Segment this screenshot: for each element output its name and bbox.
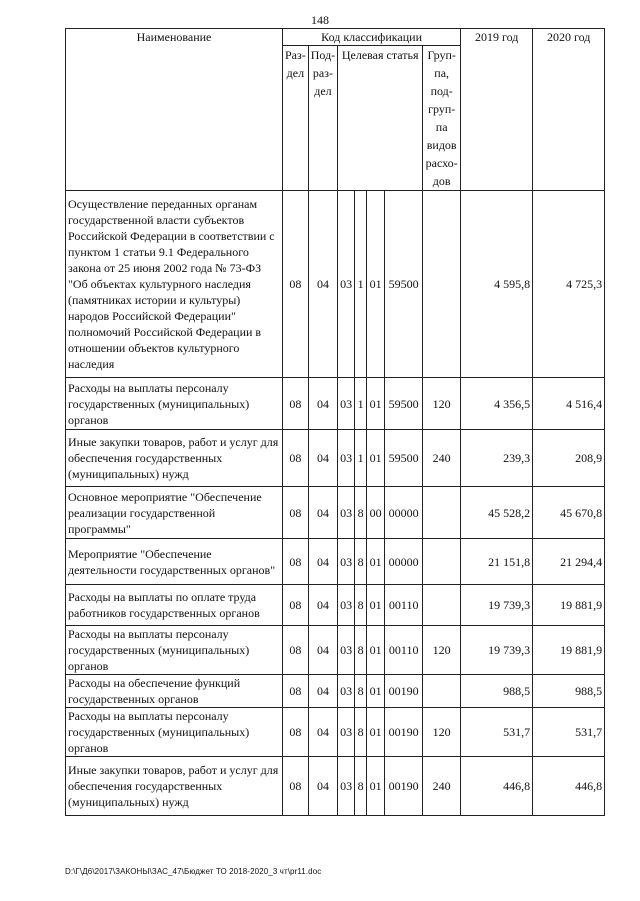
podrazdel-cell: 04 xyxy=(308,487,337,539)
amount-2019-cell: 4 356,5 xyxy=(461,378,533,430)
row-name: Мероприятие "Обеспечение деятельности государственных органов" xyxy=(66,539,283,585)
table-row xyxy=(66,675,605,708)
target-subprogram-cell: 8 xyxy=(355,708,367,757)
target-subprogram-cell: 8 xyxy=(355,626,367,675)
row-name: Расходы на выплаты персоналу государственных (муниципальных) органов xyxy=(66,626,283,675)
target-subprogram-cell: 8 xyxy=(355,675,367,708)
expense-group-cell: 120 xyxy=(423,708,461,757)
amount-2020-cell: 19 881,9 xyxy=(533,585,605,626)
podrazdel-cell: 04 xyxy=(308,626,337,675)
target-subprogram-cell: 8 xyxy=(355,585,367,626)
amount-2019-cell: 45 528,2 xyxy=(461,487,533,539)
header-podrazdel: Под- раз- дел xyxy=(308,46,337,191)
razdel-cell: 08 xyxy=(283,626,309,675)
row-name: Расходы на выплаты персоналу государственных (муниципальных) органов xyxy=(66,708,283,757)
target-direction-cell: 00110 xyxy=(385,585,423,626)
razdel-cell: 08 xyxy=(283,191,309,378)
target-event-cell: 01 xyxy=(367,191,385,378)
header-razdel: Раз- дел xyxy=(283,46,309,191)
podrazdel-cell: 04 xyxy=(308,585,337,626)
header-classification: Код классификации xyxy=(283,29,461,46)
target-direction-cell: 59500 xyxy=(385,378,423,430)
razdel-cell: 08 xyxy=(283,378,309,430)
amount-2019-cell: 19 739,3 xyxy=(461,585,533,626)
table-row xyxy=(66,430,605,487)
target-direction-cell: 00000 xyxy=(385,539,423,585)
target-direction-cell: 59500 xyxy=(385,430,423,487)
expense-group-cell: 120 xyxy=(423,378,461,430)
table-row xyxy=(66,539,605,585)
amount-2020-cell: 45 670,8 xyxy=(533,487,605,539)
table-row xyxy=(66,757,605,816)
table-row xyxy=(66,626,605,675)
target-event-cell: 01 xyxy=(367,757,385,816)
amount-2020-cell: 531,7 xyxy=(533,708,605,757)
amount-2019-cell: 239,3 xyxy=(461,430,533,487)
page-number: 148 xyxy=(311,13,329,27)
target-event-cell: 00 xyxy=(367,487,385,539)
header-year-2020: 2020 год xyxy=(533,29,605,191)
target-direction-cell: 00190 xyxy=(385,675,423,708)
target-direction-cell: 00190 xyxy=(385,757,423,816)
table-row xyxy=(66,708,605,757)
target-direction-cell: 00110 xyxy=(385,626,423,675)
podrazdel-cell: 04 xyxy=(308,757,337,816)
header-year-2019: 2019 год xyxy=(461,29,533,191)
target-event-cell: 01 xyxy=(367,539,385,585)
header-target-article: Целевая статья xyxy=(338,46,423,191)
target-event-cell: 01 xyxy=(367,708,385,757)
target-direction-cell: 00000 xyxy=(385,487,423,539)
amount-2019-cell: 4 595,8 xyxy=(461,191,533,378)
table-row xyxy=(66,487,605,539)
target-event-cell: 01 xyxy=(367,585,385,626)
target-program-cell: 03 xyxy=(338,378,355,430)
expense-group-cell xyxy=(423,585,461,626)
podrazdel-cell: 04 xyxy=(308,675,337,708)
target-subprogram-cell: 8 xyxy=(355,757,367,816)
expense-group-cell: 120 xyxy=(423,626,461,675)
amount-2020-cell: 4 725,3 xyxy=(533,191,605,378)
razdel-cell: 08 xyxy=(283,757,309,816)
row-name: Основное мероприятие "Обеспечение реализации государственной программы" xyxy=(66,487,283,539)
table-row xyxy=(66,585,605,626)
amount-2020-cell: 21 294,4 xyxy=(533,539,605,585)
target-direction-cell: 00190 xyxy=(385,708,423,757)
table-row xyxy=(66,191,605,378)
amount-2020-cell: 446,8 xyxy=(533,757,605,816)
podrazdel-cell: 04 xyxy=(308,191,337,378)
razdel-cell: 08 xyxy=(283,487,309,539)
budget-table xyxy=(65,28,605,816)
razdel-cell: 08 xyxy=(283,539,309,585)
row-name: Осуществление переданных органам государственной власти субъектов Российской Федерации в соответствии с пунктом 1 статьи 9.1 Федерального закона от 25 июня 2002 года № 73-ФЗ "Об объектах культурного наследия (памятниках истории и культуры) народов Российской Федерации" полномочий Российской Федерации в отношении объектов культурного наследия xyxy=(66,191,283,378)
file-path-footer: D:\Г\Д6\2017\ЗАКОНЫ\ЗАС_47\Бюджет ТО 2018-2020_3 чт\pr11.doc xyxy=(65,867,322,876)
row-name: Иные закупки товаров, работ и услуг для обеспечения государственных (муниципальных) нужд xyxy=(66,757,283,816)
expense-group-cell xyxy=(423,539,461,585)
expense-group-cell: 240 xyxy=(423,430,461,487)
row-name: Расходы на выплаты персоналу государственных (муниципальных) органов xyxy=(66,378,283,430)
target-program-cell: 03 xyxy=(338,708,355,757)
amount-2020-cell: 4 516,4 xyxy=(533,378,605,430)
table-row xyxy=(66,378,605,430)
amount-2020-cell: 988,5 xyxy=(533,675,605,708)
target-program-cell: 03 xyxy=(338,626,355,675)
row-name: Расходы на выплаты по оплате труда работников государственных органов xyxy=(66,585,283,626)
target-program-cell: 03 xyxy=(338,675,355,708)
razdel-cell: 08 xyxy=(283,430,309,487)
target-subprogram-cell: 1 xyxy=(355,378,367,430)
target-program-cell: 03 xyxy=(338,191,355,378)
amount-2019-cell: 446,8 xyxy=(461,757,533,816)
podrazdel-cell: 04 xyxy=(308,430,337,487)
podrazdel-cell: 04 xyxy=(308,378,337,430)
target-subprogram-cell: 1 xyxy=(355,191,367,378)
amount-2019-cell: 531,7 xyxy=(461,708,533,757)
target-event-cell: 01 xyxy=(367,675,385,708)
amount-2019-cell: 988,5 xyxy=(461,675,533,708)
target-program-cell: 03 xyxy=(338,757,355,816)
row-name: Иные закупки товаров, работ и услуг для обеспечения государственных (муниципальных) нужд xyxy=(66,430,283,487)
amount-2020-cell: 208,9 xyxy=(533,430,605,487)
razdel-cell: 08 xyxy=(283,675,309,708)
razdel-cell: 08 xyxy=(283,708,309,757)
amount-2020-cell: 19 881,9 xyxy=(533,626,605,675)
header-name: Наименование xyxy=(66,29,283,191)
target-subprogram-cell: 1 xyxy=(355,430,367,487)
target-event-cell: 01 xyxy=(367,626,385,675)
target-subprogram-cell: 8 xyxy=(355,487,367,539)
podrazdel-cell: 04 xyxy=(308,708,337,757)
target-direction-cell: 59500 xyxy=(385,191,423,378)
target-program-cell: 03 xyxy=(338,539,355,585)
expense-group-cell xyxy=(423,487,461,539)
razdel-cell: 08 xyxy=(283,585,309,626)
target-event-cell: 01 xyxy=(367,430,385,487)
target-program-cell: 03 xyxy=(338,430,355,487)
expense-group-cell xyxy=(423,675,461,708)
expense-group-cell: 240 xyxy=(423,757,461,816)
amount-2019-cell: 19 739,3 xyxy=(461,626,533,675)
expense-group-cell xyxy=(423,191,461,378)
target-program-cell: 03 xyxy=(338,585,355,626)
podrazdel-cell: 04 xyxy=(308,539,337,585)
target-subprogram-cell: 8 xyxy=(355,539,367,585)
target-program-cell: 03 xyxy=(338,487,355,539)
header-expense-group: Груп- па, под- груп- па видов расхо- дов xyxy=(423,46,461,191)
amount-2019-cell: 21 151,8 xyxy=(461,539,533,585)
target-event-cell: 01 xyxy=(367,378,385,430)
row-name: Расходы на обеспечение функций государственных органов xyxy=(66,675,283,708)
